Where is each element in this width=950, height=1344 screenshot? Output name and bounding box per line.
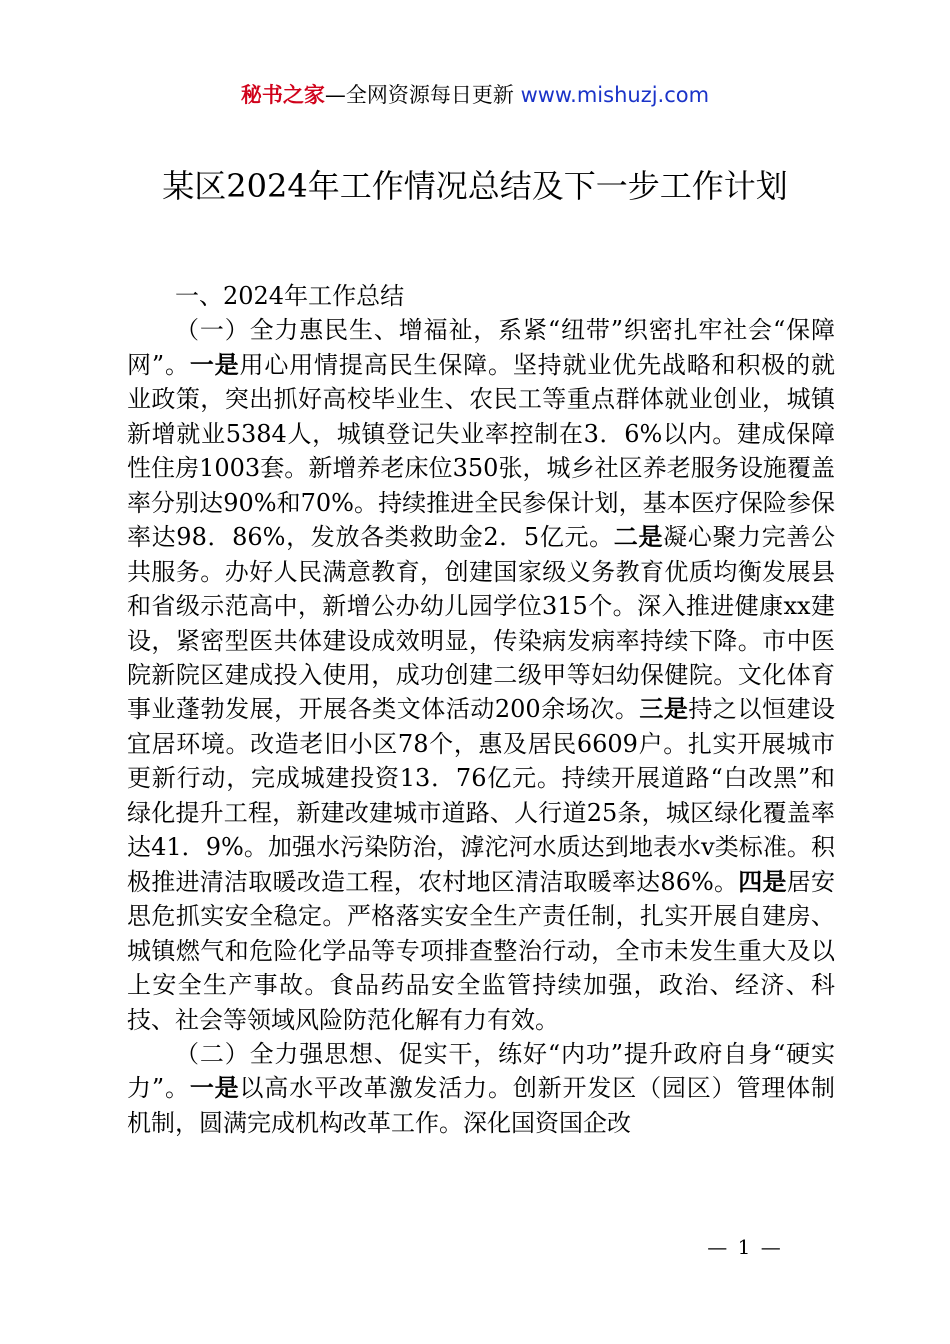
header-tagline: —全网资源每日更新 [324,83,521,107]
keyword-1: 一是 [189,349,240,379]
keyword-2: 二是 [613,522,664,552]
brand-name: 秘书之家 [240,83,325,107]
paragraph-1-text-2: 凝心聚力完善公共服务。办好人民满意教育，创建国家级义务教育优质均衡发展县和省级示范高中，新增公办幼儿园学位315个。深入推进健康xx建设，紧密型医共体建设成效明显，传染病发病率持续下降。市中医院新院区建成投入使用，成功创建二级甲等妇幼保健院。文化体育事业蓬勃发展，开展各类文体活动200余场次。 [127,523,836,724]
page-number: — 1 — [707,1235,783,1259]
paragraph-1 [127,313,835,1037]
paragraph-2-text-1: 以高水平改革激发活力。创新开发区（园区）管理体制机制，圆满完成机构改革工作。深化国资国企改 [127,1074,835,1137]
paragraph-1-text-3: 持之以恒建设宜居环境。改造老旧小区78个，惠及居民6609户。扎实开展城市更新行动，完成城建投资13．76亿元。持续开展道路“白改黑”和绿化提升工程，新建改建城市道路、人行道25条，城区绿化覆盖率达41．9%。加强水污染防治，滹沱河水质达到地表水v类标准。积极推进清洁取暖改造工程，农村地区清洁取暖率达86%。 [127,695,836,896]
paragraph-1-text-1: 用心用情提高民生保障。坚持就业优先战略和积极的就业政策，突出抓好高校毕业生、农民工等重点群体就业创业，城镇新增就业5384人，城镇登记失业率控制在3．6%以内。建成保障性住房1003套。新增养老床位350张，城乡社区养老服务设施覆盖率分别达90%和70%。持续推进全民参保计划，基本医疗保险参保率达98．86%，发放各类救助金2．5亿元。 [127,350,835,552]
document-title: 某区2024年工作情况总结及下一步工作计划 [162,167,788,205]
paragraph-1-heading: （一）全力惠民生、增福祉，系紧“纽带”织密扎牢社会“保障网”。 [127,316,835,379]
site-header [0,78,950,112]
section-heading: 一、2024年工作总结 [175,282,405,310]
document-body [127,279,835,1140]
paragraph-1-text-4: 居安思危抓实安全稳定。严格落实安全生产责任制，扎实开展自建房、城镇燃气和危险化学品等专项排查整治行动，全市未发生重大及以上安全生产事故。食品药品安全监管持续加强，政治、经济、科技、社会等领域风险防范化解有力有效。 [127,867,836,1034]
paragraph-2 [127,1037,835,1140]
keyword-5: 一是 [189,1073,240,1103]
paragraph-2-heading: （二）全力强思想、促实干，练好“内功”提升政府自身“硬实力”。 [127,1039,835,1103]
site-url-link[interactable]: www.mishuzj.com [520,83,710,107]
keyword-3: 三是 [639,694,689,724]
keyword-4: 四是 [738,866,787,896]
